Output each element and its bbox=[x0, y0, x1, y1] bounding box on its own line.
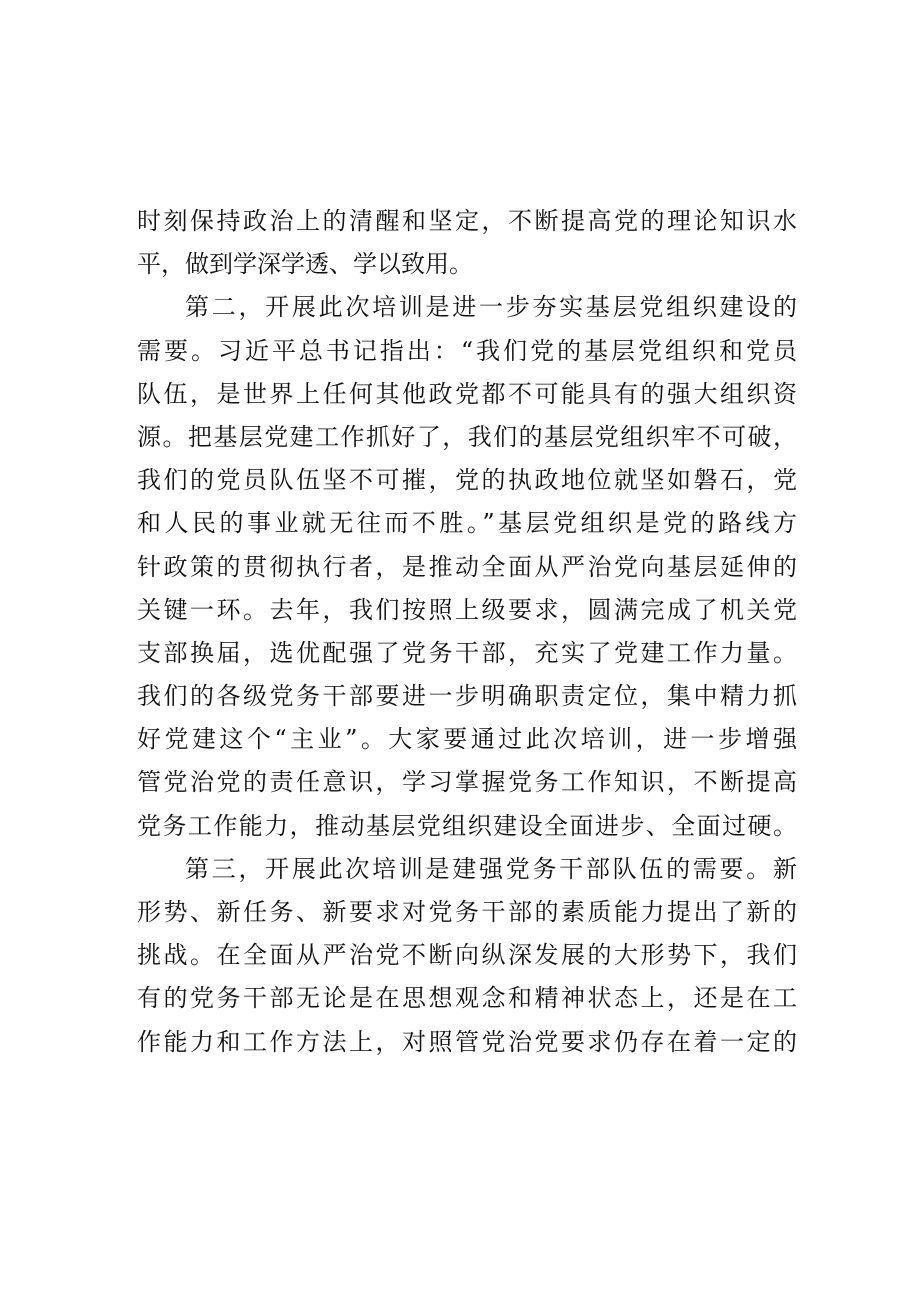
text-line: 挑战。在全面从严治党不断向纵深发展的大形势下，我们 bbox=[137, 941, 797, 970]
text-line: 党务工作能力，推动基层党组织建设全面进步、全面过硬。 bbox=[137, 811, 797, 840]
text-line: 我们的各级党务干部要进一步明确职责定位，集中精力抓 bbox=[137, 682, 797, 711]
text-line: 源。把基层党建工作抓好了，我们的基层党组织牢不可破， bbox=[137, 422, 797, 451]
text-line: 关键一环。去年，我们按照上级要求，圆满完成了机关党 bbox=[137, 595, 797, 624]
text-line: 好党建这个“主业”。大家要通过此次培训，进一步增强 bbox=[137, 725, 797, 754]
text-line: 管党治党的责任意识，学习掌握党务工作知识，不断提高 bbox=[137, 768, 797, 797]
text-line: 形势、新任务、新要求对党务干部的素质能力提出了新的 bbox=[137, 898, 797, 926]
body-text bbox=[137, 200, 797, 1064]
paragraph-first-line: 第三，开展此次培训是建强党务干部队伍的需要。新 bbox=[185, 854, 797, 883]
paragraph-first-line: 第二，开展此次培训是进一步夯实基层党组织建设的 bbox=[185, 293, 797, 322]
text-line: 平，做到学深学透、学以致用。 bbox=[137, 250, 473, 279]
text-line: 支部换届，选优配强了党务干部，充实了党建工作力量。 bbox=[137, 638, 797, 667]
text-line: 需要。习近平总书记指出：“我们党的基层党组织和党员 bbox=[137, 336, 797, 365]
text-line: 和人民的事业就无往而不胜。”基层党组织是党的路线方 bbox=[137, 509, 797, 538]
text-line: 作能力和工作方法上，对照管党治党要求仍存在着一定的 bbox=[137, 1027, 797, 1056]
text-line: 我们的党员队伍坚不可摧，党的执政地位就坚如磐石，党 bbox=[137, 466, 797, 495]
text-line: 针政策的贯彻执行者，是推动全面从严治党向基层延伸的 bbox=[137, 552, 797, 581]
text-line: 时刻保持政治上的清醒和坚定，不断提高党的理论知识水 bbox=[137, 207, 797, 235]
text-line: 有的党务干部无论是在思想观念和精神状态上，还是在工 bbox=[137, 984, 797, 1013]
text-line: 队伍，是世界上任何其他政党都不可能具有的强大组织资 bbox=[137, 379, 797, 408]
